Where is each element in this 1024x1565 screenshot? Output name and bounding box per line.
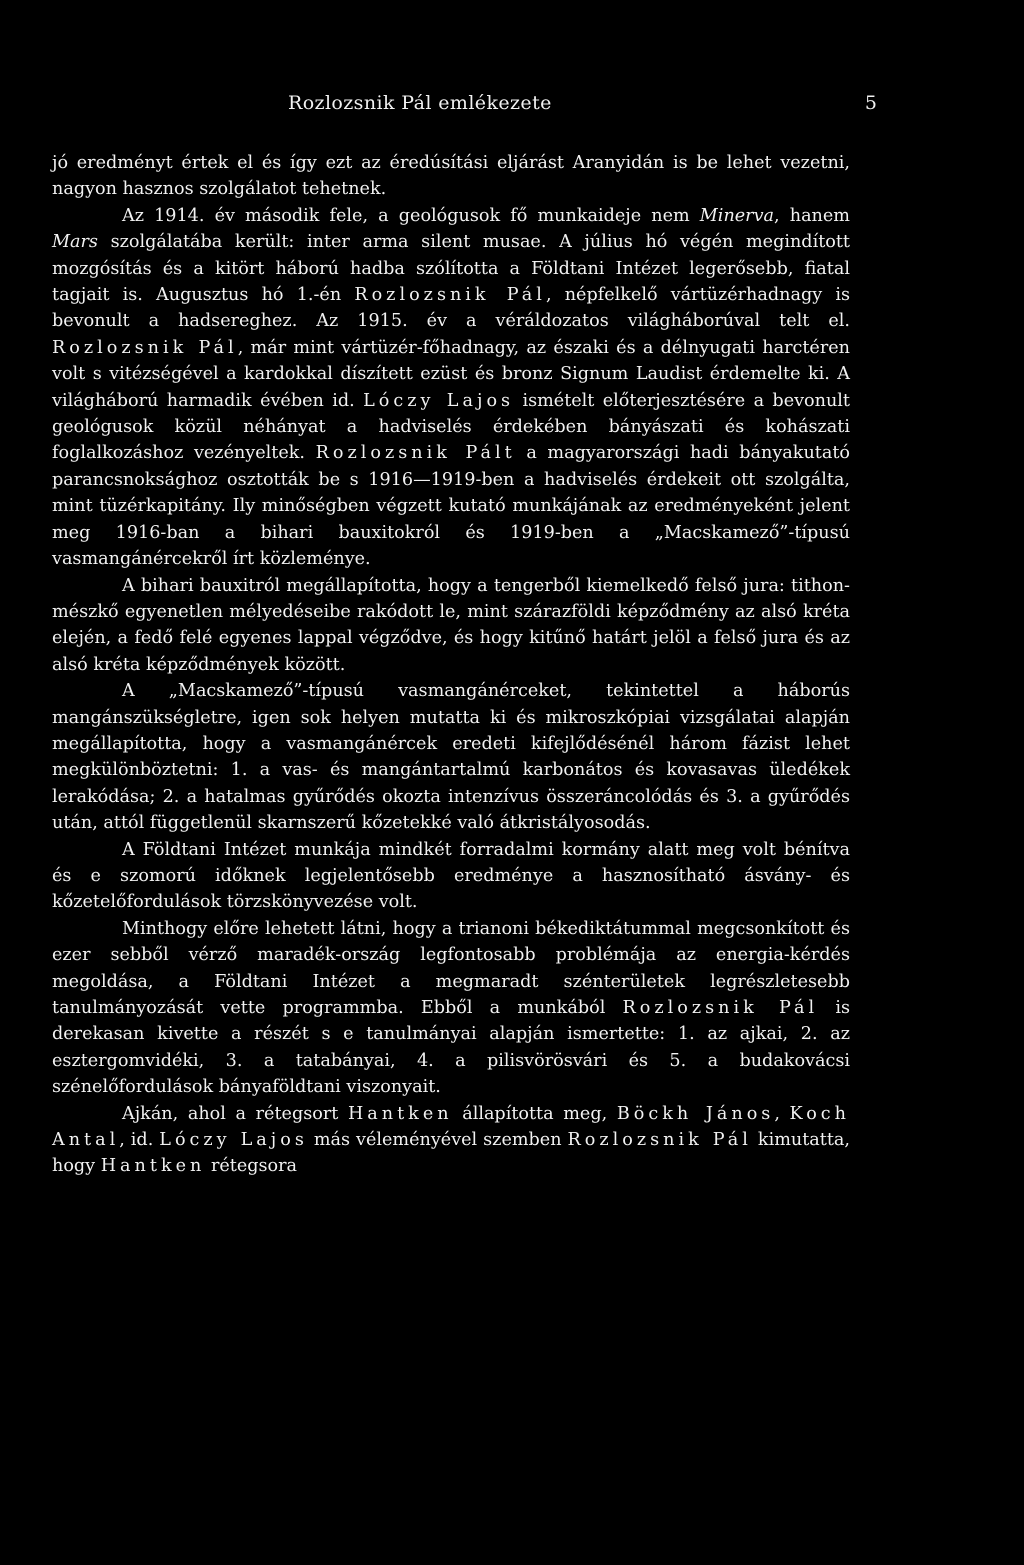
spaced-name: Hantken [100, 1156, 206, 1177]
text-run: A Földtani Intézet munkája mindkét forradalmi kormány alatt meg volt bénítva és e szomorú időknek legjelentősebb eredménye a hasznosítható ásvány- és kőzetelőfordulások törzskönyvezése volt. [52, 839, 850, 913]
text-run: A „Macskamező”-típusú vasmangánérceket, tekintettel a háborús mangánszükségletre, igen sok helyen mutatta ki és mikroszkópiai vizsgálatai alapján megállapította, hogy a vasmangánércek eredeti kifejlődésénél három fázist lehet megkülönböztetni: 1. a vas- és mangántartalmú karbonátos és kovasavas üledékek lerakódása; 2. a hatalmas gyűrődés okozta intenzívus összeráncolódás és 3. a gyűrődés után, attól függetlenül skarnszerű kőzetekké való átkristályosodás. [52, 681, 850, 834]
paragraph-4 [52, 678, 850, 836]
spaced-name: Böckh János [616, 1103, 775, 1124]
text-run: a magyarországi hadi bányakutató parancsnoksághoz osztották be s 1916—1919-ben a hadviselés érdekeit ott szolgálta, mint tüzérkapitány. Ily minőségben végzett kutató munkájának az eredményeként jelent meg 1916-ban a bihari bauxitokról és 1919-ben a „Macskamező”-típusú vasmangánércekről írt közleménye. [52, 443, 851, 570]
text-run: rétegsora [205, 1156, 298, 1177]
text-run: ismételt előterjesztésére a bevonult geológusok közül néhányat a hadviselés érdekében bányászati és kohászati foglalkozáshoz vezényeltek. [52, 390, 850, 464]
paragraph-7 [52, 1101, 850, 1180]
text-run: , már mint vártüzér-főhadnagy, az északi és a délnyugati harctéren volt s vitézségével a kardokkal díszített ezüst és bronz Signum Laudist érdemelte ki. A világháború harmadik évében id. [52, 337, 850, 411]
text-run: Ajkán, ahol a rétegsort [122, 1103, 348, 1124]
page-number: 5 [864, 92, 877, 114]
spaced-name: Rozlozsnik Pál [622, 998, 819, 1018]
text-run: kimutatta, hogy [52, 1130, 850, 1177]
text-run: más véleményével szemben [307, 1130, 568, 1151]
text-run: , népfelkelő vártüzérhadnagy is bevonult a hadsereghez. Az 1915. év a véráldozatos világháborúval telt el. [52, 285, 850, 332]
text-run: állapította meg, [452, 1103, 617, 1124]
text-run: Az 1914. év második fele, a geológusok fő munkaideje nem [122, 205, 700, 226]
spaced-name: Rozlozsnik Pál [567, 1130, 752, 1151]
spaced-name: Hantken [347, 1103, 453, 1124]
text-run: , hanem [774, 205, 850, 226]
text-run: is derekasan kivette a részét s e tanulmányai alapján ismertette: 1. az ajkai, 2. az esztergomvidéki, 3. a tatabányai, 4. a pilisvörösvári és 5. a budakovácsi szénelőfordulások bányaföldtani viszonyait. [52, 998, 850, 1098]
paragraph-6 [52, 916, 850, 1101]
italic-term: Mars [52, 232, 98, 253]
spaced-name: Lóczy Lajos [159, 1130, 308, 1151]
running-title: Rozlozsnik Pál emlékezete [288, 92, 552, 114]
body-text [52, 150, 850, 1180]
text-run: Minthogy előre lehetett látni, hogy a trianoni békediktátummal megcsonkított és ezer sebből vérző maradék-ország legfontosabb problémája az energia-kérdés megoldása, a Földtani Intézet a megmaradt szénterületek legrészletesebb tanulmányozását vette programmba. Ebből a munkából [52, 918, 850, 1018]
spaced-name: Rozlozsnik Pál [354, 285, 546, 306]
text-run: jó eredményt értek el és így ezt az éredúsítási eljárást Aranyidán is be lehet vezetni, nagyon hasznos szolgálatot tehetnek. [52, 153, 850, 200]
text-run: , id. [119, 1130, 160, 1151]
page-header [52, 92, 877, 126]
italic-term: Minerva [699, 205, 775, 226]
paragraph-2 [52, 203, 850, 573]
paragraph-3 [52, 573, 850, 679]
text-run: , [774, 1103, 790, 1124]
spaced-name: Rozlozsnik Pált [315, 443, 516, 464]
spaced-name: Lóczy Lajos [363, 390, 515, 411]
text-run: szolgálatába került: inter arma silent musae. A július hó végén megindított mozgósítás és a kitört háború hadba szólította a Földtani Intézet legerősebb, fiatal tagjait is. Augusztus hó 1.-én [52, 232, 850, 306]
paragraph-1 [52, 150, 850, 203]
text-run: A bihari bauxitról megállapította, hogy a tengerből kiemelkedő felső jura: tithon-mészkő egyenetlen mélyedéseibe rakódott le, mint szárazföldi képződmény az alsó kréta elején, a fedő felé egyenes lappal végződve, és hogy kitűnő határt jelöl a felső jura és az alsó kréta képződmények között. [52, 575, 850, 675]
spaced-name: Koch Antal [52, 1103, 850, 1151]
paragraph-5 [52, 837, 850, 916]
spaced-name: Rozlozsnik Pál [52, 337, 238, 358]
